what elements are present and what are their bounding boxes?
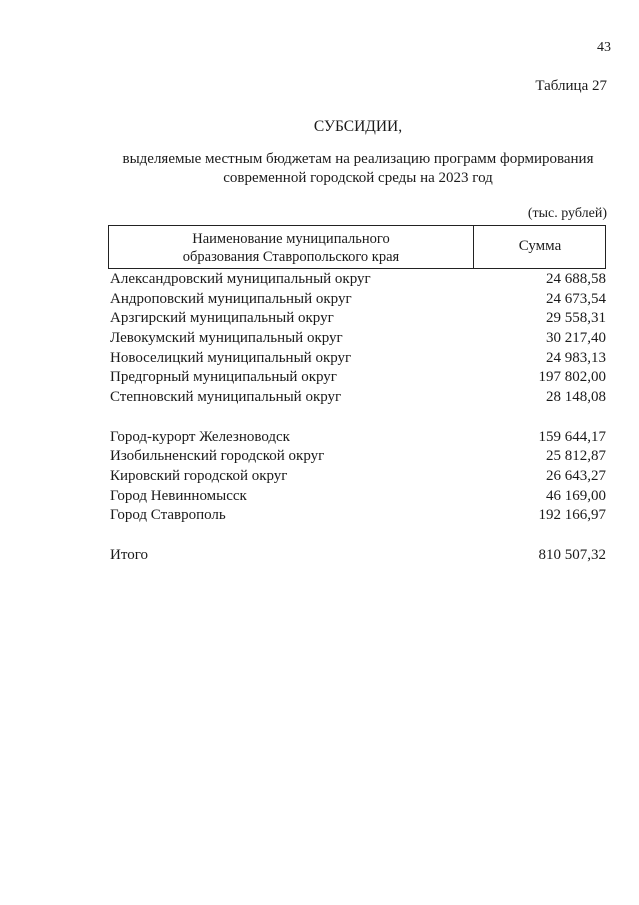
total-row: [110, 546, 606, 566]
row-value: 46 169,00: [546, 487, 606, 504]
table-row: [110, 506, 606, 526]
row-name: Предгорный муниципальный округ: [110, 369, 337, 386]
subtitle-line-2: современной городской среды на 2023 год: [223, 170, 493, 186]
row-name: Левокумский муниципальный округ: [110, 330, 343, 347]
row-value: 28 148,08: [546, 389, 606, 406]
header-name-cell: [109, 230, 473, 266]
header-name-line-1: Наименование муниципального: [192, 231, 390, 247]
table-row: [110, 329, 606, 349]
table-row: [110, 349, 606, 369]
table-row: [110, 487, 606, 507]
table-row: [110, 309, 606, 329]
subtitle-line-1: выделяемые местным бюджетам на реализацию программ формирования: [122, 151, 594, 167]
table-row: [110, 270, 606, 290]
row-value: 29 558,31: [546, 310, 606, 327]
total-value: 810 507,32: [538, 546, 606, 563]
row-value: 30 217,40: [546, 330, 606, 347]
row-value: 24 673,54: [546, 290, 606, 307]
table-row: [110, 388, 606, 408]
row-value: 197 802,00: [538, 369, 606, 386]
row-name: Александровский муниципальный округ: [110, 271, 371, 287]
units-label: (тыс. рублей): [527, 206, 607, 221]
table-row: [110, 368, 606, 388]
table-row: [110, 428, 606, 448]
row-name: Город Ставрополь: [110, 507, 226, 524]
row-value: 25 812,87: [546, 448, 606, 465]
row-name: Город Невинномысск: [110, 487, 247, 504]
table-body: [110, 270, 606, 565]
row-name: Арзгирский муниципальный округ: [110, 310, 334, 327]
row-name: Город-курорт Железноводск: [110, 428, 290, 445]
row-name: Новоселицкий муниципальный округ: [110, 349, 352, 366]
row-name: Кировский городской округ: [110, 467, 288, 484]
document-subtitle: [0, 150, 639, 188]
header-sum-cell: Сумма: [518, 238, 562, 254]
total-label: Итого: [110, 546, 148, 563]
group-spacer: [110, 408, 606, 428]
row-value: 24 688,58: [546, 271, 606, 287]
row-value: 26 643,27: [546, 467, 606, 484]
table-row: [110, 447, 606, 467]
row-name: Степновский муниципальный округ: [110, 389, 342, 406]
row-name: Изобильненский городской округ: [110, 448, 325, 465]
row-name: Андроповский муниципальный округ: [110, 290, 352, 307]
page-number: 43: [597, 40, 611, 55]
header-name-line-2: образования Ставропольского края: [182, 249, 400, 265]
table-row: [110, 467, 606, 487]
table-label: Таблица 27: [535, 78, 607, 94]
table-row: [110, 290, 606, 310]
row-value: 159 644,17: [538, 428, 606, 445]
table-header: [108, 225, 606, 269]
row-value: 192 166,97: [538, 507, 606, 524]
row-value: 24 983,13: [546, 349, 606, 366]
group-spacer: [110, 526, 606, 546]
document-title: СУБСИДИИ,: [313, 118, 403, 135]
